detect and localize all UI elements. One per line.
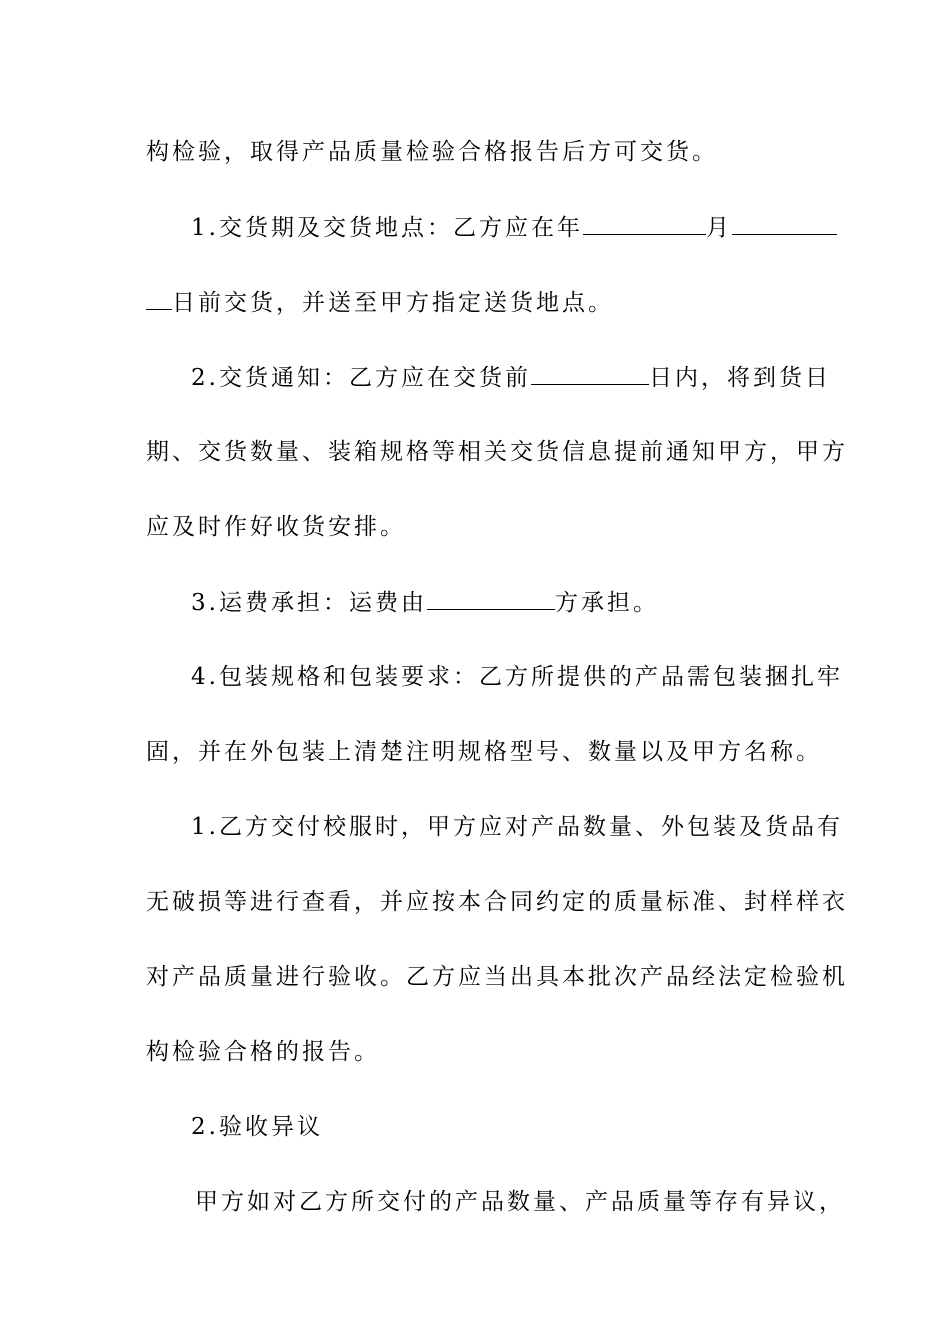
text-line-13: 构检验合格的报告。 xyxy=(146,1039,380,1065)
text-line-12: 对产品质量进行验收。乙方应当出具本批次产品经法定检验机 xyxy=(146,964,848,990)
text-line-5: 期、交货数量、装箱规格等相关交货信息提前通知甲方，甲方 xyxy=(146,439,848,465)
delivery-place-line xyxy=(146,287,816,318)
text-segment: 1.交货期及交货地点：乙方应在年 xyxy=(191,215,583,241)
fill-blank-year xyxy=(583,212,706,235)
text-segment: 日内，将到货日 xyxy=(648,365,831,391)
delivery-notice-line xyxy=(191,362,861,393)
text-line-15: 甲方如对乙方所交付的产品数量、产品质量等存有异议， xyxy=(195,1189,845,1215)
fill-blank-party xyxy=(427,587,555,610)
section-heading-acceptance-objection: 2.验收异议 xyxy=(191,1114,323,1140)
text-segment: 3.运费承担：运费由 xyxy=(191,590,427,616)
delivery-date-line xyxy=(191,212,861,243)
text-segment: 方承担。 xyxy=(554,590,659,616)
text-segment: 2.交货通知：乙方应在交货前 xyxy=(191,365,531,391)
freight-line xyxy=(191,587,861,618)
text-line-11: 无破损等进行查看，并应按本合同约定的质量标准、封样样衣 xyxy=(146,889,848,915)
text-segment: 月 xyxy=(705,215,732,241)
text-line-9: 固，并在外包装上清楚注明规格型号、数量以及甲方名称。 xyxy=(146,739,822,765)
text-line-10: 1.乙方交付校服时，甲方应对产品数量、外包装及货品有 xyxy=(191,814,843,840)
text-line-1: 构检验，取得产品质量检验合格报告后方可交货。 xyxy=(146,139,718,165)
fill-blank-month xyxy=(732,212,837,235)
fill-blank-day xyxy=(146,287,172,310)
fill-blank-days xyxy=(531,362,649,385)
text-segment: 日前交货，并送至甲方指定送货地点。 xyxy=(172,290,614,316)
text-line-6: 应及时作好收货安排。 xyxy=(146,514,406,540)
text-line-8: 4.包装规格和包装要求：乙方所提供的产品需包装捆扎牢 xyxy=(191,664,843,690)
